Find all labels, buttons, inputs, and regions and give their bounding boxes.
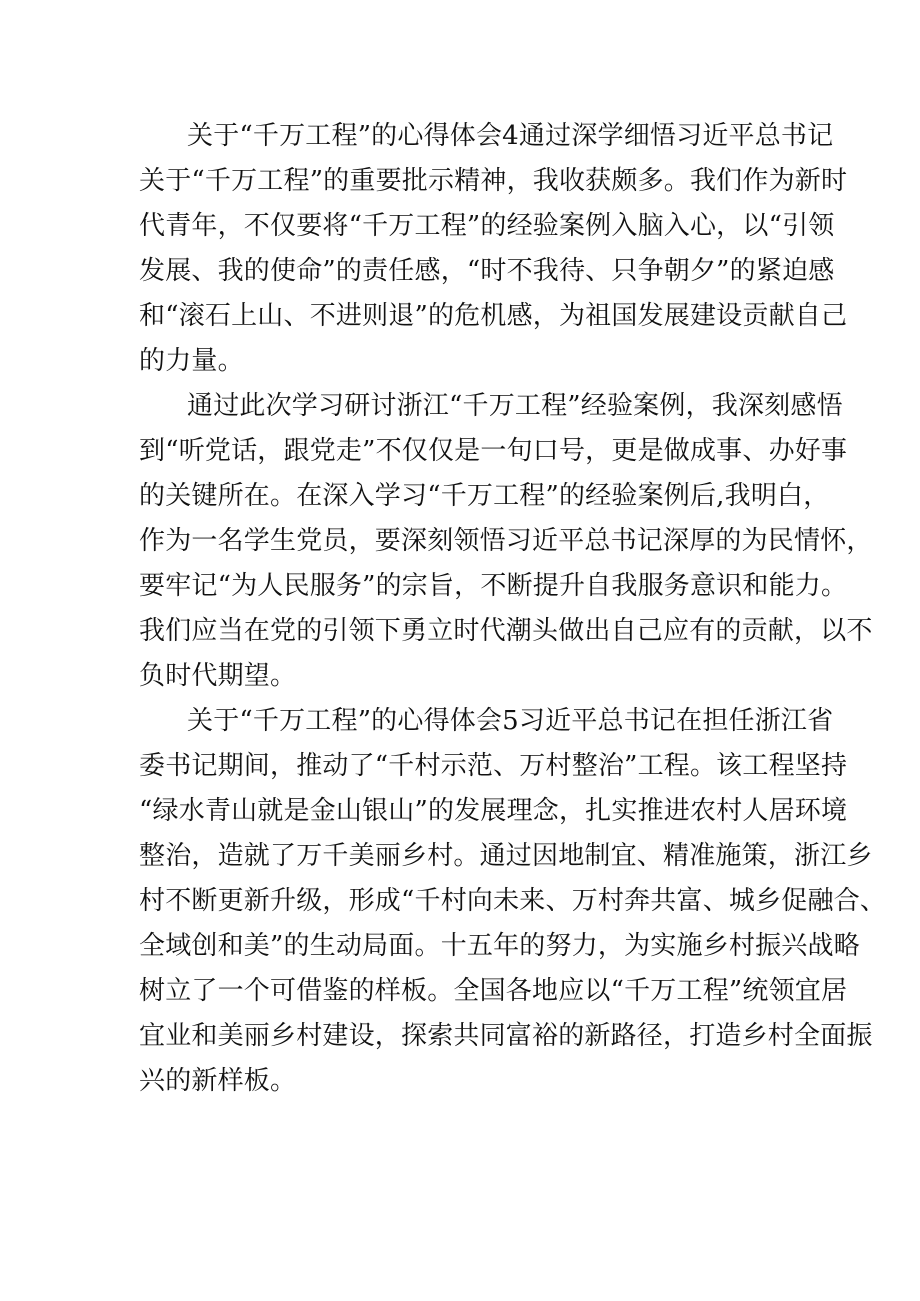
text-line: 和“滚石上山、不进则退”的危机感，为祖国发展建设贡献自己 [139, 301, 848, 331]
text-line: 全域创和美”的生动局面。十五年的努力，为实施乡村振兴战略 [139, 931, 860, 961]
text-line: 宜业和美丽乡村建设，探索共同富裕的新路径，打造乡村全面振 [139, 1021, 873, 1051]
text-line: 作为一名学生党员，要深刻领悟习近平总书记深厚的为民情怀， [139, 526, 873, 556]
document-body [139, 114, 887, 1104]
text-line: “绿水青山就是金山银山”的发展理念，扎实推进农村人居环境 [139, 796, 848, 826]
text-line: 关于“千万工程”的心得体会4通过深学细悟习近平总书记 [187, 121, 834, 151]
text-line: 兴的新样板。 [139, 1066, 297, 1096]
text-line: 负时代期望。 [139, 661, 297, 691]
text-line: 发展、我的使命”的责任感，“时不我待、只争朝夕”的紧迫感 [139, 256, 835, 286]
text-line: 村不断更新升级，形成“千村向未来、万村奔共富、城乡促融合、 [139, 886, 887, 916]
text-line: 整治，造就了万千美丽乡村。通过因地制宜、精准施策，浙江乡 [139, 841, 873, 871]
text-line: 委书记期间，推动了“千村示范、万村整治”工程。该工程坚持 [139, 751, 848, 781]
text-line: 的力量。 [139, 346, 244, 376]
text-line: 到“听党话，跟党走”不仅仅是一句口号，更是做成事、办好事 [139, 436, 848, 466]
text-line: 关于“千万工程”的心得体会5习近平总书记在担任浙江省 [187, 706, 834, 736]
text-line: 通过此次学习研讨浙江“千万工程”经验案例，我深刻感悟 [187, 391, 843, 421]
text-line: 树立了一个可借鉴的样板。全国各地应以“千万工程”统领宜居 [139, 976, 848, 1006]
text-line: 要牢记“为人民服务”的宗旨，不断提升自我服务意识和能力。 [139, 571, 848, 601]
text-line: 的关键所在。在深入学习“千万工程”的经验案例后,我明白， [139, 481, 830, 511]
text-line: 代青年，不仅要将“千万工程”的经验案例入脑入心，以“引领 [139, 211, 835, 241]
text-line: 我们应当在党的引领下勇立时代潮头做出自己应有的贡献，以不 [139, 616, 873, 646]
text-line: 关于“千万工程”的重要批示精神，我收获颇多。我们作为新时 [139, 166, 848, 196]
